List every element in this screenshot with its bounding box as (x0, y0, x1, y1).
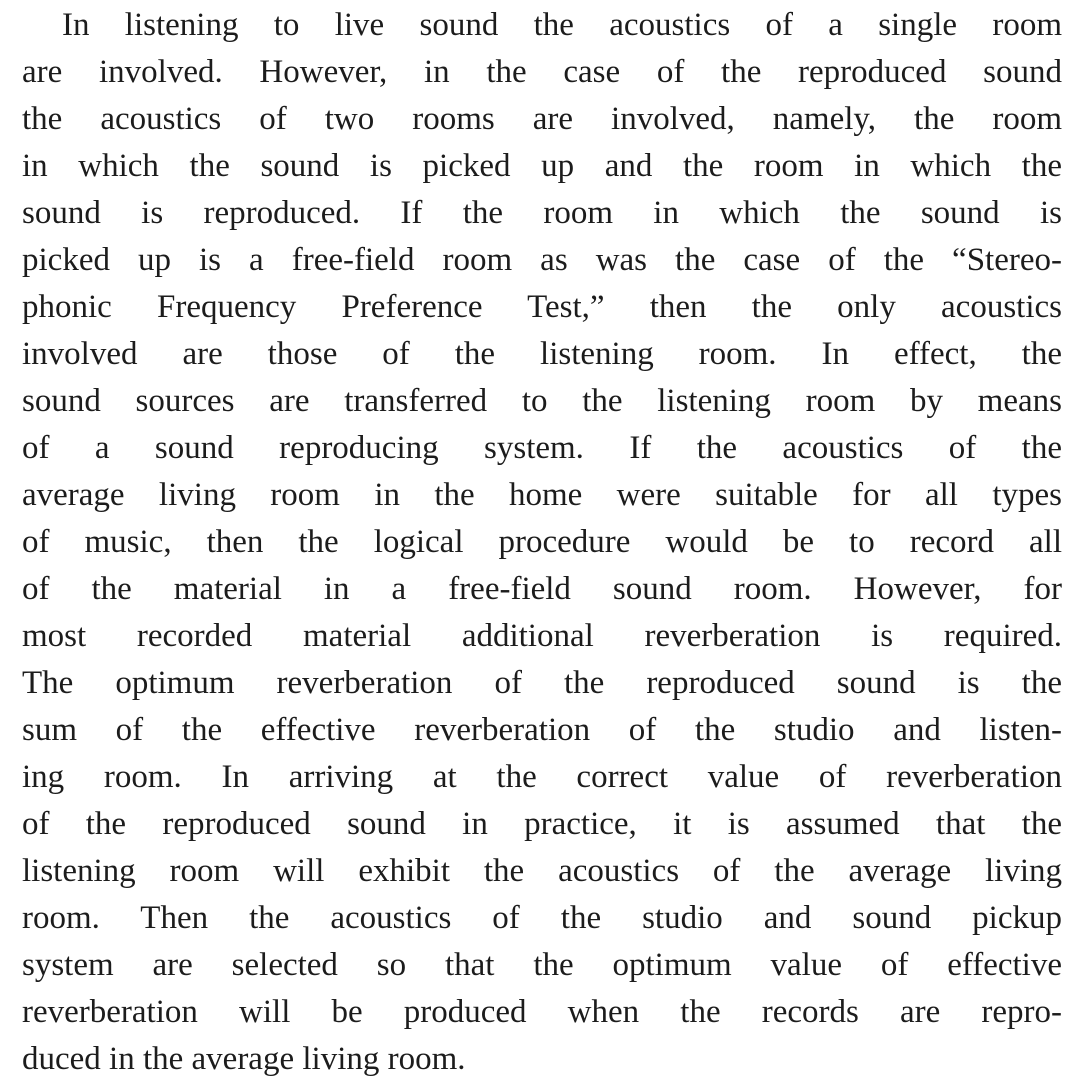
text-line: of the reproduced sound in practice, it is assumed that the (22, 806, 1062, 842)
text-line: the acoustics of two rooms are involved, namely, the room (22, 101, 1062, 137)
body-paragraph (22, 2, 1062, 1083)
text-line: ing room. In arriving at the correct value of reverberation (22, 759, 1062, 795)
text-line: duced in the average living room. (22, 1041, 466, 1077)
text-line: reverberation will be produced when the records are repro- (22, 994, 1062, 1030)
text-line: average living room in the home were suitable for all types (22, 477, 1062, 513)
text-line: most recorded material additional reverberation is required. (22, 618, 1062, 654)
text-line: involved are those of the listening room. In effect, the (22, 336, 1062, 372)
text-line: sum of the effective reverberation of the studio and listen- (22, 712, 1062, 748)
text-line: In listening to live sound the acoustics of a single room (62, 7, 1062, 43)
text-line: phonic Frequency Preference Test,” then the only acoustics (22, 289, 1062, 325)
text-line: listening room will exhibit the acoustics of the average living (22, 853, 1062, 889)
text-line: system are selected so that the optimum value of effective (22, 947, 1062, 983)
text-line: of a sound reproducing system. If the acoustics of the (22, 430, 1062, 466)
text-line: sound sources are transferred to the listening room by means (22, 383, 1062, 419)
text-line: in which the sound is picked up and the room in which the (22, 148, 1062, 184)
text-line: The optimum reverberation of the reproduced sound is the (22, 665, 1062, 701)
text-line: of the material in a free-field sound room. However, for (22, 571, 1062, 607)
text-line: sound is reproduced. If the room in which the sound is (22, 195, 1062, 231)
text-line: of music, then the logical procedure would be to record all (22, 524, 1062, 560)
text-line: picked up is a free-field room as was the case of the “Stereo- (22, 242, 1062, 278)
text-line: are involved. However, in the case of the reproduced sound (22, 54, 1062, 90)
text-line: room. Then the acoustics of the studio and sound pickup (22, 900, 1062, 936)
